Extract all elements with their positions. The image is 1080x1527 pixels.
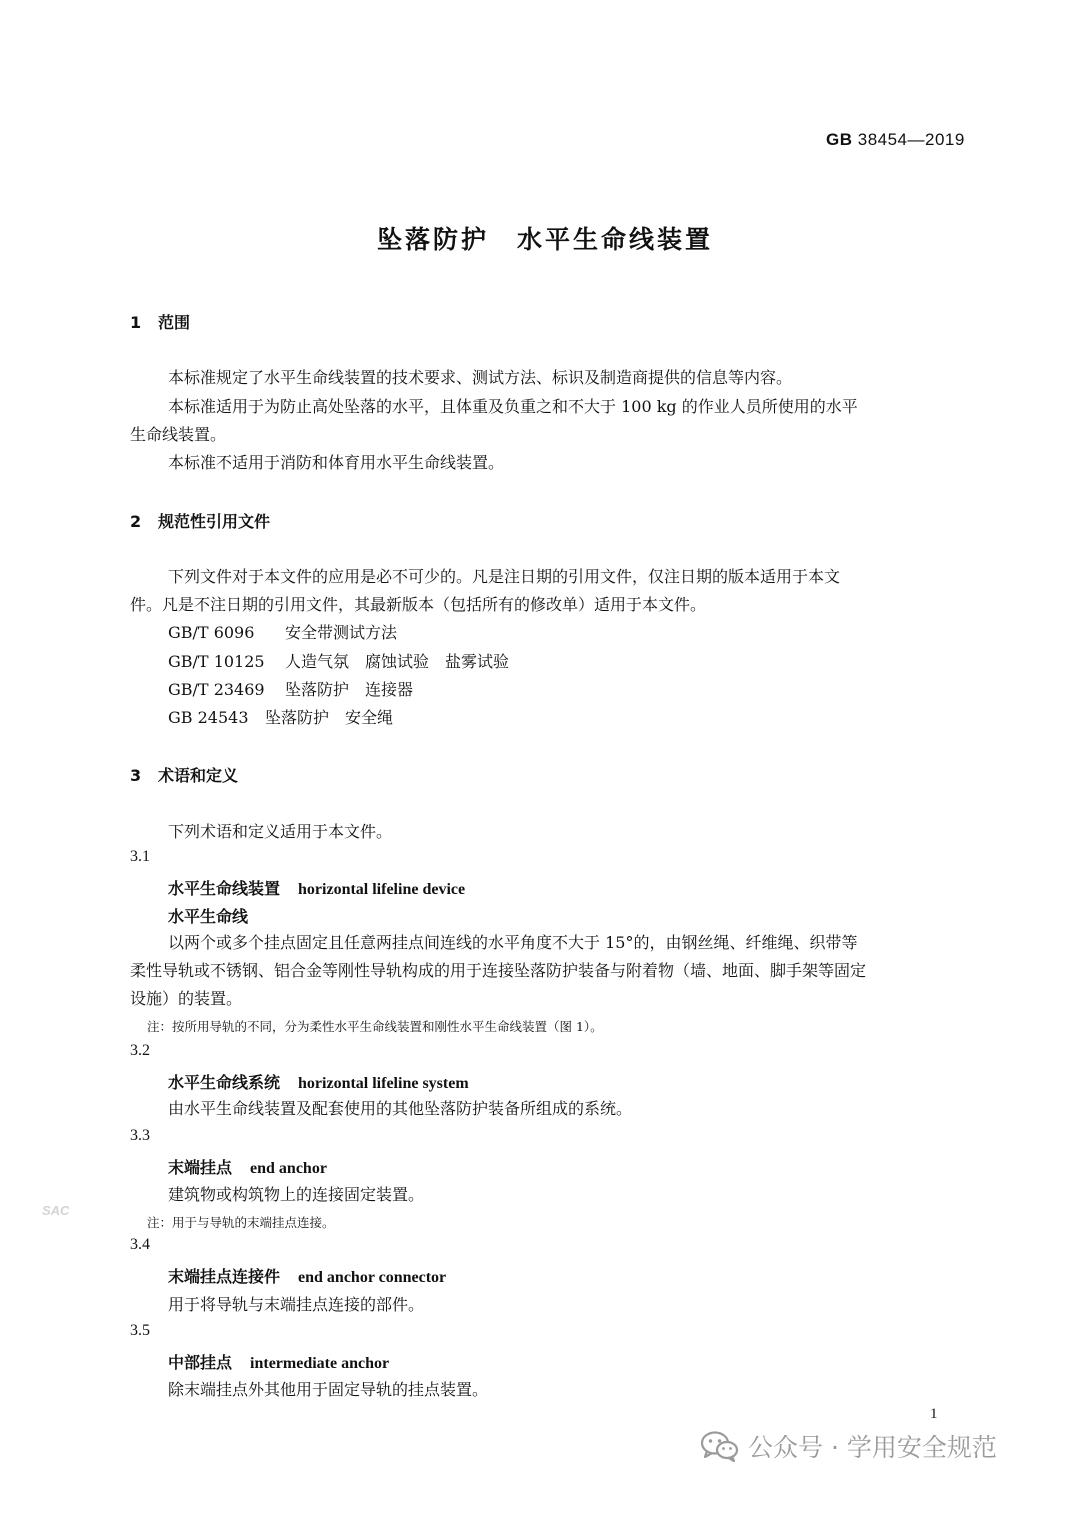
term-number: 3.1 bbox=[130, 848, 150, 865]
reference-item: GB 24543 坠落防护 安全绳 bbox=[168, 708, 394, 727]
wechat-watermark bbox=[700, 1428, 997, 1464]
term-definition: 柔性导轨或不锈钢、铝合金等刚性导轨构成的用于连接坠落防护装备与附着物（墙、地面、脚手架等固定 bbox=[130, 961, 867, 980]
term-number: 3.4 bbox=[130, 1236, 150, 1253]
standard-code: GB 38454—2019 bbox=[826, 130, 965, 149]
term-definition: 除末端挂点外其他用于固定导轨的挂点装置。 bbox=[168, 1380, 489, 1399]
paragraph: 本标准规定了水平生命线装置的技术要求、测试方法、标识及制造商提供的信息等内容。 bbox=[168, 368, 793, 387]
term-definition: 建筑物或构筑物上的连接固定装置。 bbox=[168, 1185, 425, 1204]
paragraph: 本标准适用于为防止高处坠落的水平，且体重及负重之和不大于 100 kg 的作业人员所使用的水平 bbox=[168, 397, 858, 416]
term-number: 3.3 bbox=[130, 1127, 150, 1144]
paragraph: 下列术语和定义适用于本文件。 bbox=[168, 822, 393, 841]
paragraph: 下列文件对于本文件的应用是必不可少的。凡是注日期的引用文件，仅注日期的版本适用于本文 bbox=[168, 567, 841, 586]
term-number: 3.2 bbox=[130, 1042, 150, 1059]
reference-item: GB/T 23469 坠落防护 连接器 bbox=[168, 680, 414, 699]
term-definition: 用于将导轨与末端挂点连接的部件。 bbox=[168, 1295, 425, 1314]
term-note: 注：用于与导轨的末端挂点连接。 bbox=[147, 1215, 335, 1230]
document-title: 坠落防护 水平生命线装置 bbox=[376, 225, 713, 254]
section-heading-2: 2 规范性引用文件 bbox=[130, 512, 271, 531]
term-number: 3.5 bbox=[130, 1322, 150, 1339]
wechat-watermark-label: 公众号 · 学用安全规范 bbox=[748, 1433, 997, 1462]
paragraph: 生命线装置。 bbox=[130, 425, 227, 444]
section-heading-1: 1 范围 bbox=[130, 313, 191, 332]
term-note: 注：按所用导轨的不同，分为柔性水平生命线装置和刚性水平生命线装置（图 1）。 bbox=[147, 1019, 603, 1034]
term-definition: 设施）的装置。 bbox=[130, 989, 243, 1008]
term-heading: 中部挂点 intermediate anchor bbox=[168, 1353, 390, 1372]
term-heading: 末端挂点 end anchor bbox=[168, 1158, 327, 1177]
page-number: 1 bbox=[930, 1406, 938, 1422]
term-definition: 由水平生命线装置及配套使用的其他坠落防护装备所组成的系统。 bbox=[168, 1099, 633, 1118]
sac-watermark: SAC bbox=[42, 1203, 70, 1218]
term-alternate: 水平生命线 bbox=[168, 907, 249, 926]
reference-item: GB/T 10125 人造气氛 腐蚀试验 盐雾试验 bbox=[168, 652, 510, 671]
term-heading: 水平生命线装置 horizontal lifeline device bbox=[168, 879, 466, 898]
section-heading-3: 3 术语和定义 bbox=[130, 766, 239, 785]
wechat-icon bbox=[700, 1430, 740, 1462]
paragraph: 本标准不适用于消防和体育用水平生命线装置。 bbox=[168, 453, 505, 472]
term-heading: 末端挂点连接件 end anchor connector bbox=[168, 1267, 447, 1286]
term-definition: 以两个或多个挂点固定且任意两挂点间连线的水平角度不大于 15°的，由钢丝绳、纤维绳、织带等 bbox=[168, 933, 858, 952]
term-heading: 水平生命线系统 horizontal lifeline system bbox=[168, 1073, 469, 1092]
reference-item: GB/T 6096 安全带测试方法 bbox=[168, 623, 398, 642]
paragraph: 件。凡是不注日期的引用文件，其最新版本（包括所有的修改单）适用于本文件。 bbox=[130, 595, 707, 614]
